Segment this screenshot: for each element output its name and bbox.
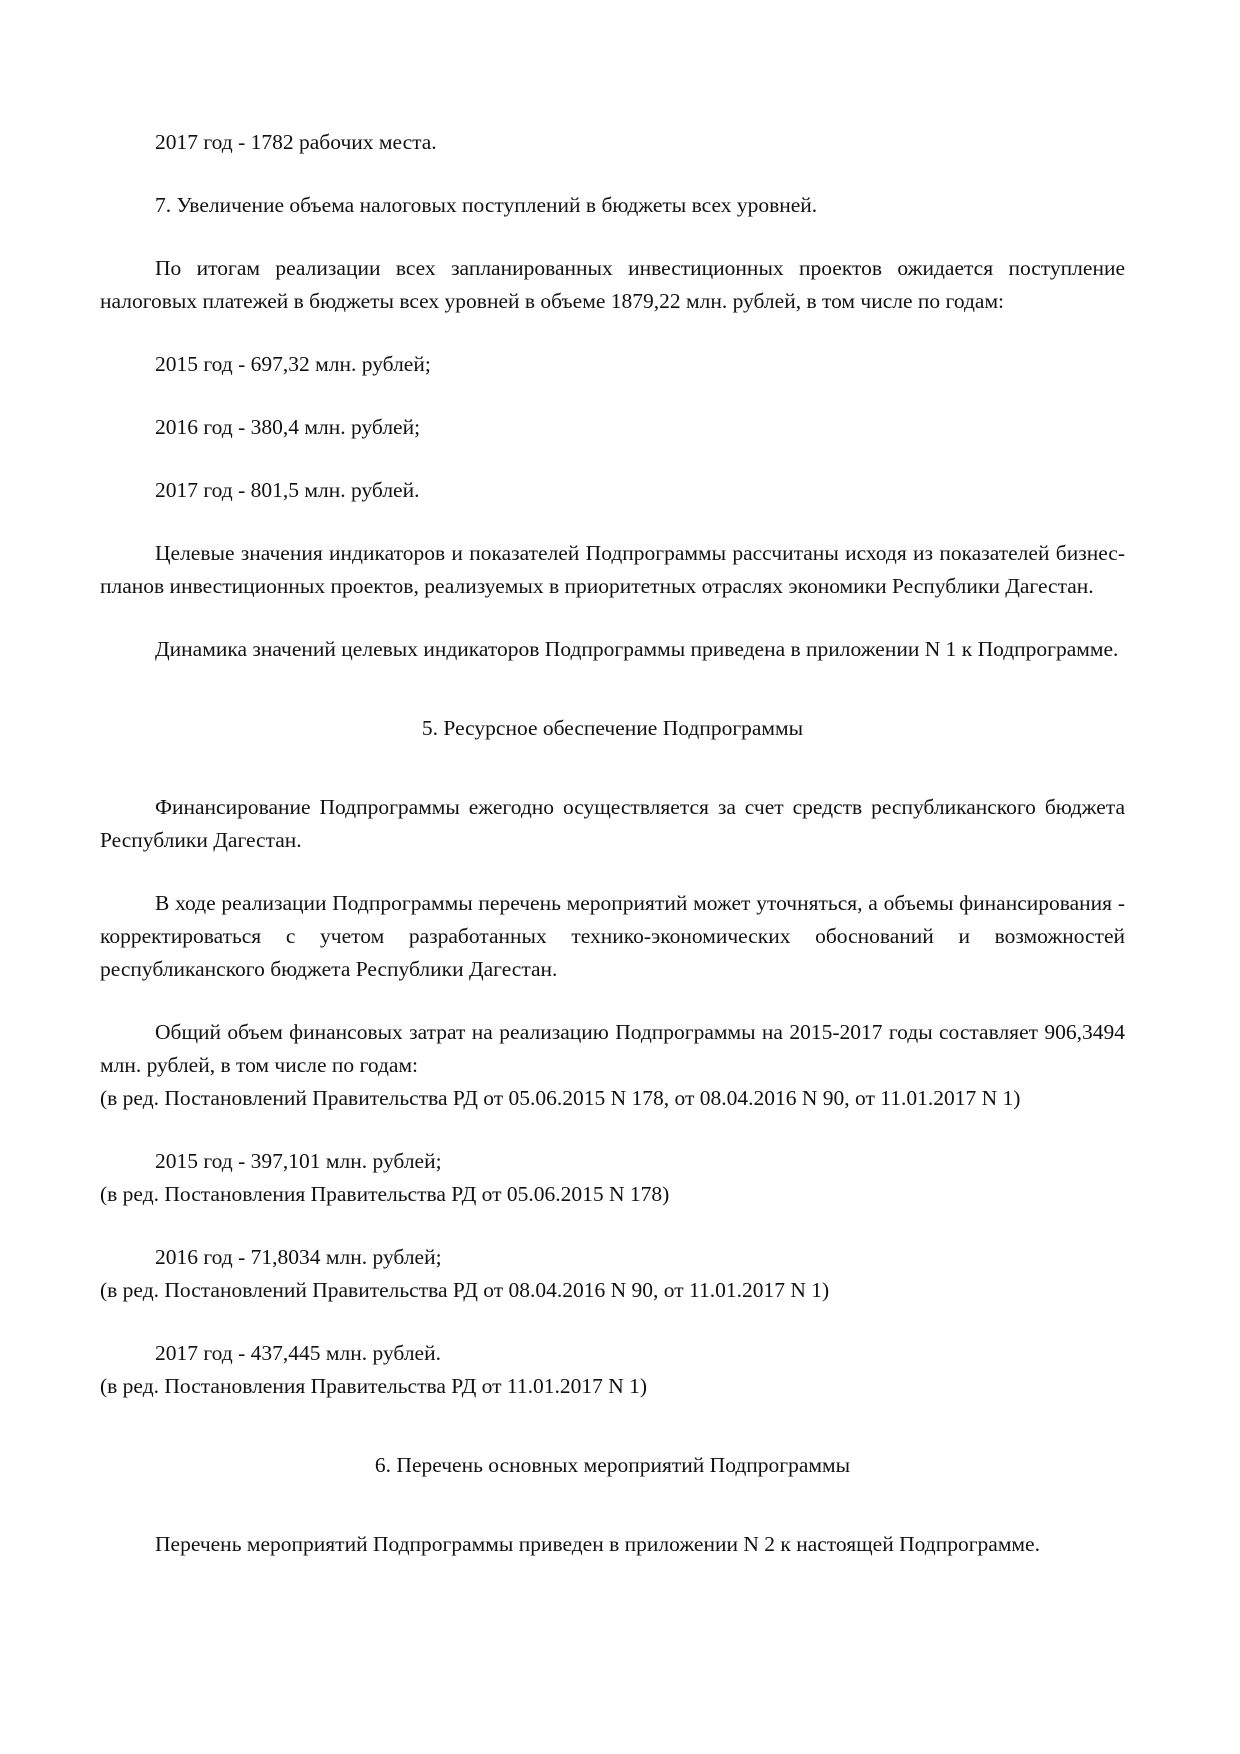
paragraph-target-indicator-values: Целевые значения индикаторов и показателей Подпрограммы рассчитаны исходя из показателей бизнес-планов инвестиционных проектов, реализуемых в приоритетных отраслях экономики Республики Дагестан. (100, 541, 1125, 598)
spacer (100, 318, 1125, 348)
citation-cost-2015: (в ред. Постановления Правительства РД от 05.06.2015 N 178) (100, 1182, 670, 1206)
tax-amount-2017: 2017 год - 801,5 млн. рублей. (155, 478, 420, 502)
spacer (100, 444, 1125, 474)
tax-amount-2015: 2015 год - 697,32 млн. рублей; (155, 352, 431, 376)
spacer (100, 1115, 1125, 1145)
spacer (100, 507, 1125, 537)
paragraph-measures-adjustment: В ходе реализации Подпрограммы перечень мероприятий может уточняться, а объемы финансирования - корректироваться с учетом разработанных технико-экономических обоснований и возможностей республиканского бюджета Республики Дагестан. (100, 891, 1125, 981)
spacer (100, 1307, 1125, 1337)
spacer (100, 857, 1125, 887)
spacer (100, 666, 1125, 712)
paragraph-tax-revenue-total: По итогам реализации всех запланированных инвестиционных проектов ожидается поступление налоговых платежей в бюджеты всех уровней в объеме 1879,22 млн. рублей, в том числе по годам: (100, 256, 1125, 313)
citation-total-costs: (в ред. Постановлений Правительства РД от 05.06.2015 N 178, от 08.04.2016 N 90, от 11.01.2017 N 1) (100, 1086, 1021, 1110)
citation-cost-2017: (в ред. Постановления Правительства РД от 11.01.2017 N 1) (100, 1374, 648, 1398)
cost-amount-2017: 2017 год - 437,445 млн. рублей. (155, 1341, 441, 1365)
list-item-7-tax-increase: 7. Увеличение объема налоговых поступлений в бюджеты всех уровней. (155, 193, 818, 217)
spacer (100, 745, 1125, 791)
paragraph-indicator-dynamics: Динамика значений целевых индикаторов Подпрограммы приведена в приложении N 1 к Подпрограмме. (155, 637, 1119, 661)
spacer (100, 1482, 1125, 1528)
cost-amount-2015: 2015 год - 397,101 млн. рублей; (155, 1149, 442, 1173)
paragraph-total-financial-costs: Общий объем финансовых затрат на реализацию Подпрограммы на 2015-2017 годы составляет 906,3494 млн. рублей, в том числе по годам: (100, 1020, 1125, 1077)
document-body (100, 126, 1125, 1561)
tax-amount-2016: 2016 год - 380,4 млн. рублей; (155, 415, 421, 439)
spacer (100, 381, 1125, 411)
paragraph-measures-appendix: Перечень мероприятий Подпрограммы приведен в приложении N 2 к настоящей Подпрограмме. (155, 1532, 1040, 1556)
spacer (100, 159, 1125, 189)
section-heading-6-measures: 6. Перечень основных мероприятий Подпрограммы (374, 1453, 851, 1477)
spacer (100, 986, 1125, 1016)
spacer (100, 603, 1125, 633)
paragraph-annual-financing: Финансирование Подпрограммы ежегодно осуществляется за счет средств республиканского бюджета Республики Дагестан. (100, 795, 1125, 852)
spacer (100, 1211, 1125, 1241)
line-jobs-2017: 2017 год - 1782 рабочих места. (155, 130, 437, 154)
citation-cost-2016: (в ред. Постановлений Правительства РД от 08.04.2016 N 90, от 11.01.2017 N 1) (100, 1278, 830, 1302)
section-heading-5-resources: 5. Ресурсное обеспечение Подпрограммы (421, 716, 804, 740)
cost-amount-2016: 2016 год - 71,8034 млн. рублей; (155, 1245, 442, 1269)
spacer (100, 222, 1125, 252)
spacer (100, 1403, 1125, 1449)
